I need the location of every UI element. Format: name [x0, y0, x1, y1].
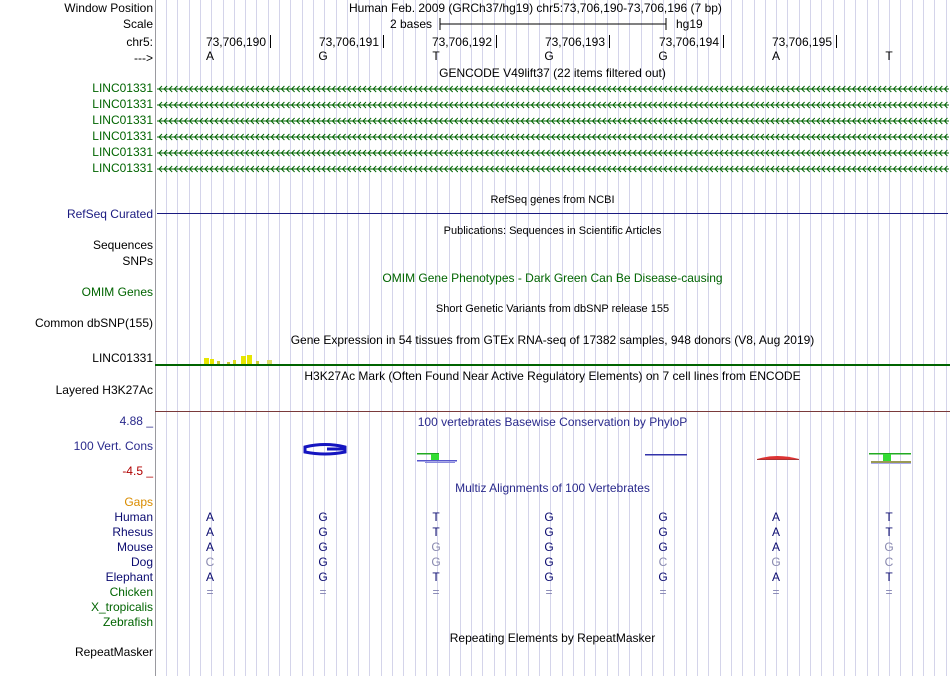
scale-bar — [438, 16, 670, 32]
phylop-logo-graphic[interactable] — [155, 440, 950, 470]
window-position-label[interactable]: Window Position — [64, 1, 153, 15]
alignment-base: A — [205, 570, 214, 584]
reference-base: G — [318, 49, 328, 63]
omim-track-title[interactable]: OMIM Gene Phenotypes - Dark Green Can Be Disease-causing — [382, 271, 723, 285]
alignment-base: T — [885, 510, 893, 524]
alignment-base: = — [772, 585, 780, 599]
refseq-line[interactable] — [157, 213, 948, 214]
ruler-tick — [723, 35, 724, 48]
alignment-base: G — [431, 555, 441, 569]
alignment-base: = — [659, 585, 667, 599]
ruler-coordinate: 73,706,192 — [431, 35, 492, 49]
gencode-transcript-line[interactable] — [157, 84, 949, 94]
gtex-track-label[interactable]: LINC01331 — [92, 351, 153, 365]
publications-label-snps[interactable]: SNPs — [122, 254, 153, 268]
species-label[interactable]: Chicken — [109, 585, 153, 599]
ruler-tick — [496, 35, 497, 48]
alignment-base: G — [658, 540, 668, 554]
h3k27ac-track-label[interactable]: Layered H3K27Ac — [55, 383, 153, 397]
alignment-base: T — [432, 510, 440, 524]
alignment-base: C — [205, 555, 215, 569]
alignment-base: G — [318, 525, 328, 539]
refseq-track-label[interactable]: RefSeq Curated — [66, 207, 153, 221]
scale-label[interactable]: Scale — [122, 17, 153, 31]
alignment-base: G — [884, 540, 894, 554]
publications-track-title[interactable]: Publications: Sequences in Scientific Articles — [443, 225, 662, 237]
gencode-transcript-line[interactable] — [157, 100, 949, 110]
reference-base: T — [885, 49, 893, 63]
phylop-track-label[interactable]: 100 Vert. Cons — [73, 439, 153, 453]
species-label[interactable]: Rhesus — [112, 525, 153, 539]
scale-value: 2 bases — [390, 17, 433, 31]
alignment-base: A — [205, 510, 214, 524]
alignment-base: G — [544, 525, 554, 539]
gencode-transcript-label[interactable]: LINC01331 — [92, 145, 153, 159]
species-label[interactable]: Dog — [130, 555, 153, 569]
species-label[interactable]: Human — [114, 510, 153, 524]
alignment-base: A — [771, 510, 780, 524]
gencode-transcript-label[interactable]: LINC01331 — [92, 81, 153, 95]
alignment-base: G — [318, 540, 328, 554]
species-label[interactable]: Zebrafish — [102, 615, 153, 629]
gencode-track-title[interactable]: GENCODE V49lift37 (22 items filtered out) — [439, 66, 666, 80]
dbsnp-track-title[interactable]: Short Genetic Variants from dbSNP release 155 — [435, 303, 670, 315]
alignment-base: G — [544, 510, 554, 524]
phylop-min-label: -4.5 _ — [122, 464, 153, 478]
species-label[interactable]: Mouse — [116, 540, 153, 554]
ruler-tick — [383, 35, 384, 48]
alignment-base: G — [658, 525, 668, 539]
h3k27ac-track-title[interactable]: H3K27Ac Mark (Often Found Near Active Regulatory Elements) on 7 cell lines from ENCODE — [304, 369, 801, 383]
species-label[interactable]: Elephant — [105, 570, 153, 584]
alignment-base: A — [771, 540, 780, 554]
alignment-base: G — [658, 510, 668, 524]
phylop-max-label: 4.88 _ — [119, 414, 153, 428]
multiz-gaps-label[interactable]: Gaps — [124, 495, 153, 509]
gencode-transcript-line[interactable] — [157, 116, 949, 126]
gencode-transcript-line[interactable] — [157, 148, 949, 158]
gencode-transcript-line[interactable] — [157, 132, 949, 142]
alignment-base: = — [885, 585, 893, 599]
species-label[interactable]: X_tropicalis — [90, 600, 153, 614]
refseq-track-title[interactable]: RefSeq genes from NCBI — [490, 194, 615, 206]
alignment-base: G — [318, 570, 328, 584]
alignment-base: T — [885, 570, 893, 584]
strand-label[interactable]: ---> — [134, 51, 153, 65]
omim-track-label[interactable]: OMIM Genes — [81, 285, 153, 299]
dbsnp-track-label[interactable]: Common dbSNP(155) — [34, 316, 153, 330]
multiz-track-title[interactable]: Multiz Alignments of 100 Vertebrates — [455, 481, 650, 495]
reference-base: G — [544, 49, 554, 63]
ruler-coordinate: 73,706,191 — [318, 35, 379, 49]
alignment-base: A — [205, 525, 214, 539]
reference-base: G — [658, 49, 668, 63]
alignment-base: A — [771, 570, 780, 584]
alignment-base: = — [545, 585, 553, 599]
alignment-base: A — [205, 540, 214, 554]
alignment-base: C — [884, 555, 894, 569]
window-position-value: Human Feb. 2009 (GRCh37/hg19) chr5:73,706,190-73,706,196 (7 bp) — [349, 1, 722, 15]
repeatmasker-track-label[interactable]: RepeatMasker — [74, 645, 153, 659]
repeatmasker-track-title[interactable]: Repeating Elements by RepeatMasker — [449, 631, 656, 645]
ruler-coordinate: 73,706,195 — [771, 35, 832, 49]
alignment-base: G — [658, 570, 668, 584]
h3k27ac-baseline — [155, 411, 950, 412]
ruler-coordinate: 73,706,193 — [544, 35, 605, 49]
alignment-base: G — [544, 540, 554, 554]
alignment-base: G — [771, 555, 781, 569]
alignment-base: G — [318, 555, 328, 569]
scale-assembly: hg19 — [676, 17, 703, 31]
alignment-base: T — [885, 525, 893, 539]
gencode-transcript-label[interactable]: LINC01331 — [92, 97, 153, 111]
alignment-base: G — [544, 555, 554, 569]
ruler-coordinate: 73,706,190 — [205, 35, 266, 49]
ruler-tick — [270, 35, 271, 48]
gencode-transcript-line[interactable] — [157, 164, 949, 174]
gtex-track-title[interactable]: Gene Expression in 54 tissues from GTEx RNA-seq of 17382 samples, 948 donors (V8, Aug 2019) — [290, 333, 815, 347]
gtex-expression-bars[interactable] — [155, 352, 950, 368]
publications-label-sequences[interactable]: Sequences — [92, 238, 153, 252]
ruler-tick — [609, 35, 610, 48]
alignment-base: G — [544, 570, 554, 584]
gencode-transcript-label[interactable]: LINC01331 — [92, 129, 153, 143]
alignment-base: G — [431, 540, 441, 554]
alignment-base: A — [771, 525, 780, 539]
phylop-track-title[interactable]: 100 vertebrates Basewise Conservation by PhyloP — [417, 415, 688, 429]
gencode-transcript-label[interactable]: LINC01331 — [92, 161, 153, 175]
ruler-coordinate: 73,706,194 — [658, 35, 719, 49]
alignment-base: C — [658, 555, 668, 569]
alignment-base: T — [432, 525, 440, 539]
chrom-label[interactable]: chr5: — [126, 35, 153, 49]
alignment-base: G — [318, 510, 328, 524]
ruler-tick — [836, 35, 837, 48]
alignment-base: = — [206, 585, 214, 599]
alignment-base: T — [432, 570, 440, 584]
reference-base: A — [771, 49, 780, 63]
reference-base: T — [432, 49, 440, 63]
alignment-base: = — [319, 585, 327, 599]
alignment-base: = — [432, 585, 440, 599]
gencode-transcript-label[interactable]: LINC01331 — [92, 113, 153, 127]
reference-base: A — [205, 49, 214, 63]
